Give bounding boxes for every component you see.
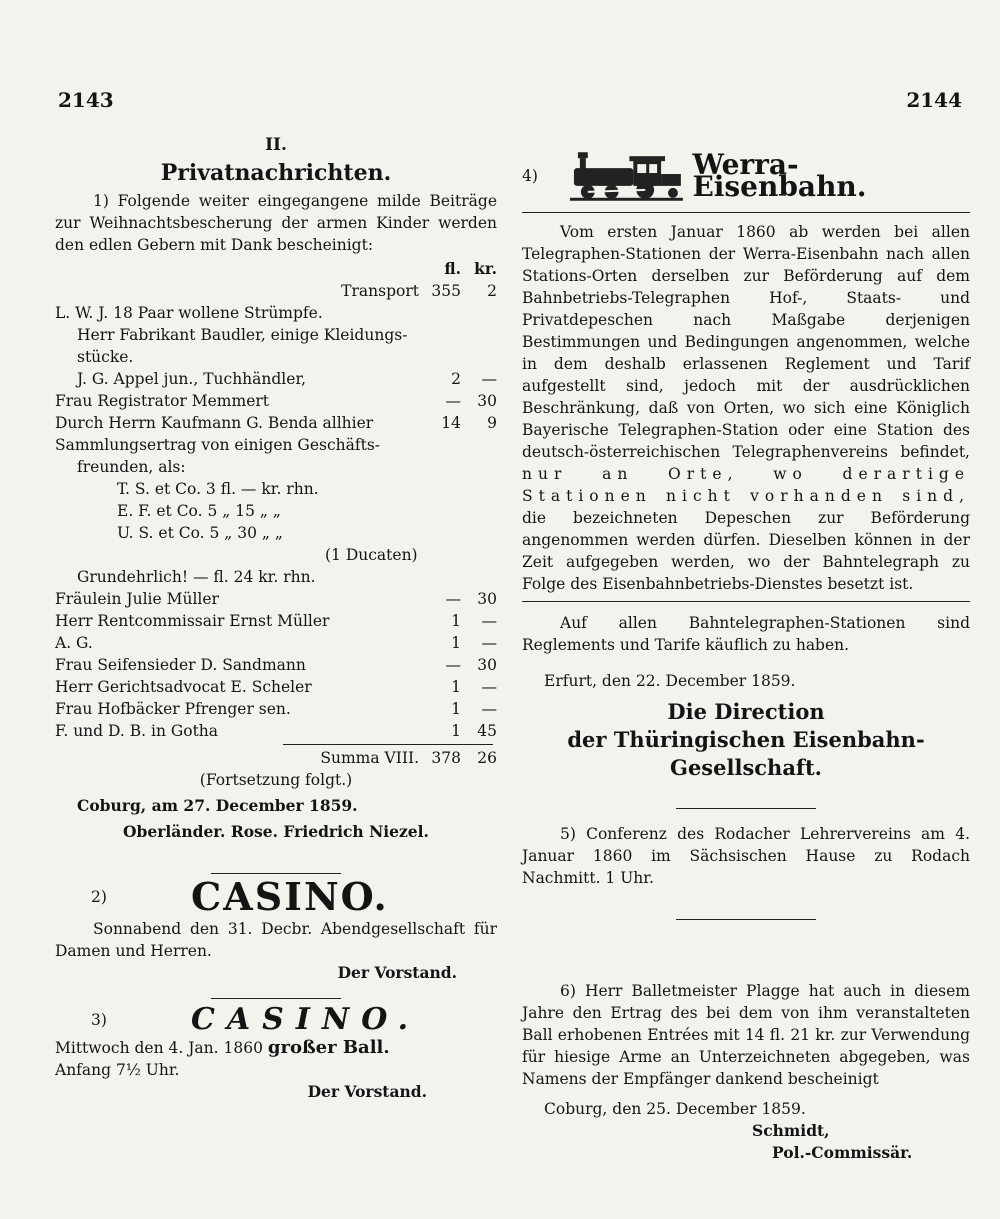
donation-label: U. S. et Co. 5 „ 30 „ „ [117,524,283,542]
donation-fl: 355 [431,282,461,300]
donation-fl: 1 [451,700,461,718]
donation-row [55,324,497,346]
donation-label: T. S. et Co. 3 fl. — kr. rhn. [117,480,319,498]
donation-kr: 9 [487,414,497,432]
donation-label: Frau Seifensieder D. Sandmann [55,656,306,674]
donation-fl: 1 [451,722,461,740]
werra-spaced-text: nur an Orte, wo derartige Stationen nicht vorhanden sind, [522,465,970,505]
divider [211,998,341,999]
donation-label: A. G. [55,634,93,652]
donation-fl: — [445,590,461,608]
donation-label: Fräulein Julie Müller [55,590,219,608]
werra-text: Vom ersten Januar 1860 ab werden bei allen Telegraphen-Stationen der Werra-Eisenbahn nach allen Stations-Orten derselben zur Beförderung auf dem Bahnbetriebs-Telegraphen Hof-, Staats- und Privatdepeschen nach Maßgabe derjenigen Bestimmungen und Bedingungen angenommen, welche in dem deshalb erlassenen Reglement und Tarif aufgestellt sind, jedoch mit der ausdrücklichen Beschränkung, daß von Orten, wo sich eine Königlich Bayerische Telegraphen-Station oder eine Station des deutsch-österreichischen Telegraphenvereins befindet, [522,223,970,461]
page-number-left: 2143 [58,88,114,112]
divider [676,919,816,920]
casino-2-date: Mittwoch den 4. Jan. 1860 [55,1039,263,1057]
sum-rule [283,744,493,745]
divider [676,808,816,809]
donation-fl: — [445,656,461,674]
locomotive-icon [568,148,685,204]
donation-row [55,522,497,544]
donation-row [55,390,497,412]
date-line: Coburg, am 27. December 1859. [77,796,358,815]
donation-label: Sammlungsertrag von einigen Geschäfts- [55,436,381,454]
donation-row [55,720,497,742]
direction-line-3: Gesellschaft. [670,755,822,780]
donation-kr: 30 [477,590,497,608]
casino-2-sign: Der Vorstand. [307,1082,427,1101]
donation-row [55,280,497,302]
donation-kr: 30 [477,656,497,674]
item-5: 5) Conferenz des Rodacher Lehrervereins am 4. Januar 1860 im Sächsischen Hause zu Rodach Nachmitt. 1 Uhr. [522,825,970,887]
donation-row [55,456,497,478]
casino-2-text [55,1037,497,1059]
donation-label: E. F. et Co. 5 „ 15 „ „ [117,502,281,520]
donation-kr: 30 [477,392,497,410]
section-number: II. [265,135,287,155]
summa-row [55,747,497,769]
summa-fl: 378 [431,749,461,767]
donation-label: Herr Fabrikant Baudler, einige Kleidungs- [77,326,408,344]
donation-label: L. W. J. 18 Paar wollene Strümpfe. [55,304,323,322]
werra-rule [522,212,970,213]
donation-kr: — [481,678,497,696]
werra-rule-2 [522,601,970,602]
summa-label: Summa VIII. [320,749,419,767]
signers: Oberländer. Rose. Friedrich Niezel. [123,822,429,841]
casino-2-event: großer Ball. [267,1037,390,1058]
direction-line-2: der Thüringischen Eisenbahn- [567,727,925,752]
donation-label: freunden, als: [77,458,186,476]
donation-row [55,544,497,566]
continuation-note: (Fortsetzung folgt.) [199,771,353,789]
casino-2-title: CASINO. [191,1002,421,1037]
werra-heading [522,148,970,204]
donation-fl: 1 [451,612,461,630]
header-fl: fl. [444,259,461,278]
donation-label: F. und D. B. in Gotha [55,722,219,740]
item-6-sign-2: Pol.-Commissär. [772,1143,913,1162]
donation-kr: — [481,700,497,718]
donation-list [55,280,497,742]
item-6-date: Coburg, den 25. December 1859. [544,1100,806,1118]
donation-row [55,346,497,368]
werra-title: Werra-Eisenbahn. [692,148,867,203]
casino-1-number: 2) [91,888,107,906]
donation-kr: — [481,634,497,652]
summa-kr: 26 [477,749,497,767]
casino-2-number: 3) [91,1011,107,1029]
donation-row [55,610,497,632]
casino-1-title: CASINO. [191,874,389,919]
donation-label: Frau Hofbäcker Pfrenger sen. [55,700,291,718]
werra-date: Erfurt, den 22. December 1859. [544,672,796,690]
donation-label: stücke. [77,348,134,366]
casino-2-start: Anfang 7½ Uhr. [55,1061,180,1079]
donation-row [55,478,497,500]
donation-fl: 2 [451,370,461,388]
donation-kr: — [481,612,497,630]
werra-paragraph-2: Auf allen Bahntelegraphen-Stationen sind Reglements und Tarife käuflich zu haben. [522,614,970,654]
donation-label: Transport [341,282,419,300]
donation-row [55,500,497,522]
donation-row [55,632,497,654]
donation-fl: 14 [441,414,461,432]
donation-kr: 2 [487,282,497,300]
donation-row [55,588,497,610]
donation-kr: 45 [477,722,497,740]
page-number-right: 2144 [906,88,962,112]
werra-number: 4) [522,167,538,185]
donation-kr: — [481,370,497,388]
amount-header [55,258,497,280]
donation-row [55,434,497,456]
donation-row [55,676,497,698]
item-6: 6) Herr Balletmeister Plagge hat auch in diesem Jahre den Ertrag des bei dem von ihm veranstalteten Ball erhobenen Entrées mit 14 fl. 21 kr. zur Verwendung für hiesige Arme an Unterzeichneten abgegeben, was Namens der Empfänger dankend bescheinigt [522,982,970,1088]
donation-label: (1 Ducaten) [325,546,418,564]
werra-text-end: die bezeichneten Depeschen zur Beförderung angenommen werden dürfen. Dieselben können in der Zeit aufgegeben werden, wo der Bahntelegraph zu Folge des Eisenbahnbetriebs-Dienstes besetzt ist. [522,509,970,593]
donation-label: Frau Registrator Memmert [55,392,270,410]
right-column [522,134,970,1164]
donation-label: Durch Herrn Kaufmann G. Benda allhier [55,414,374,432]
donation-row [55,368,497,390]
donation-fl: 1 [451,634,461,652]
direction-signature [522,698,970,782]
casino-1-sign: Der Vorstand. [337,963,457,982]
donation-fl: — [445,392,461,410]
casino-2-heading [55,1002,497,1037]
header-kr: kr. [474,259,497,278]
donation-row [55,566,497,588]
casino-1-heading [55,874,497,919]
item-6-sign-1: Schmidt, [752,1121,830,1140]
werra-paragraph [522,221,970,595]
donation-row [55,698,497,720]
donation-fl: 1 [451,678,461,696]
donation-label: Herr Gerichtsadvocat E. Scheler [55,678,312,696]
donation-row [55,302,497,324]
donation-row [55,654,497,676]
donation-row [55,412,497,434]
casino-1-text: Sonnabend den 31. Decbr. Abendgesellschaft für Damen und Herren. [55,920,497,960]
direction-line-1: Die Direction [667,699,825,724]
left-column [55,134,497,1103]
donation-label: Herr Rentcommissair Ernst Müller [55,612,330,630]
section-title: Privatnachrichten. [160,160,392,186]
donation-intro: 1) Folgende weiter eingegangene milde Beiträge zur Weihnachtsbescherung der armen Kinder werden den edlen Gebern mit Dank bescheinigt: [55,192,497,254]
donation-label: Grundehrlich! — fl. 24 kr. rhn. [77,568,316,586]
donation-label: J. G. Appel jun., Tuchhändler, [77,370,307,388]
